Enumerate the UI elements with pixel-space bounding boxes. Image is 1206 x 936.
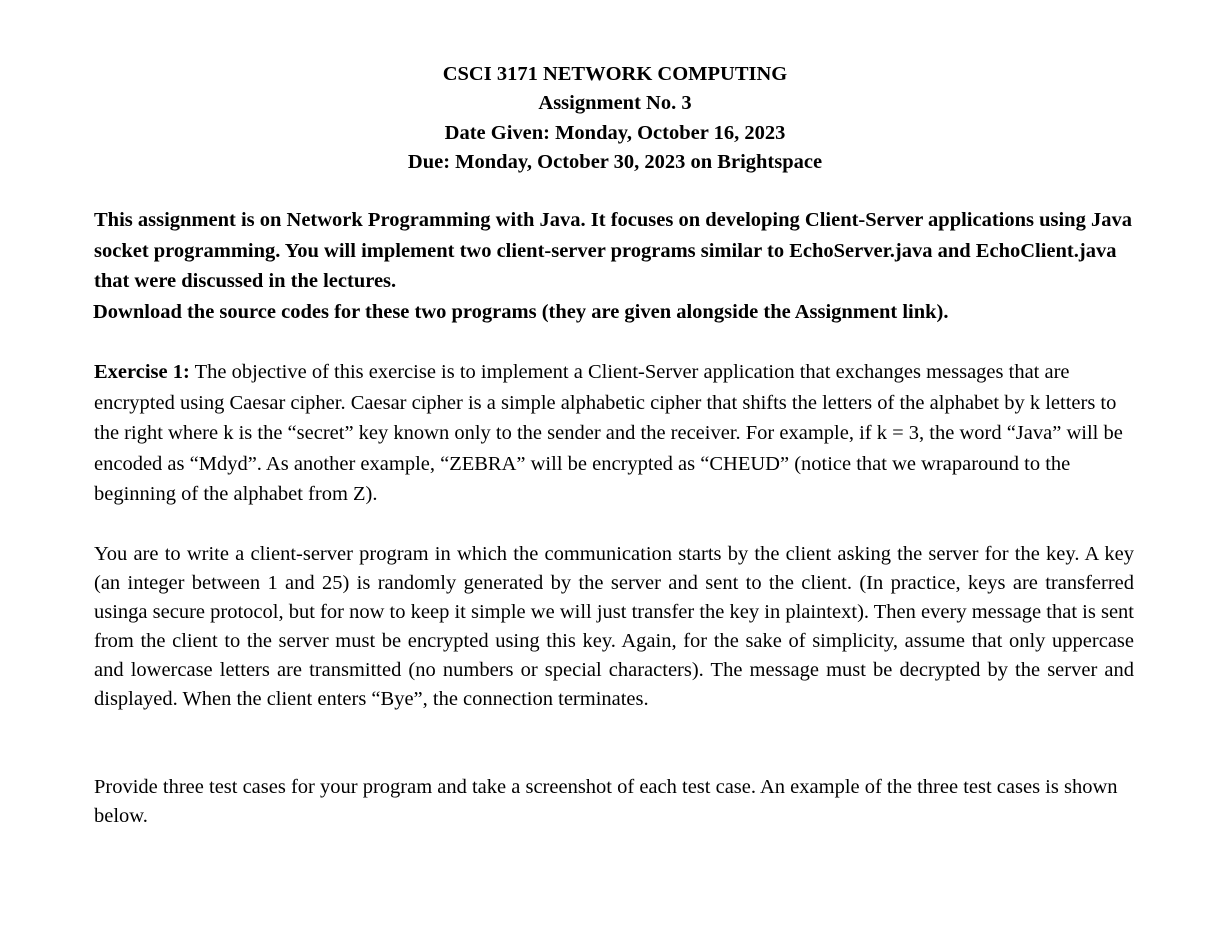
course-title: CSCI 3171 NETWORK COMPUTING (442, 63, 788, 85)
intro-paragraph: This assignment is on Network Programming with Java. It focuses on developing Client-Server applications using Java socket programming. You will implement two client-server programs similar to EchoServer.java and EchoClient.java that were discussed in the lectures. (94, 209, 1132, 292)
exercise-1-label: Exercise 1: (94, 361, 190, 383)
test-cases-paragraph: Provide three test cases for your program and take a screenshot of each test case. An example of the three test cases is shown below. (94, 776, 1118, 827)
intro-section (94, 205, 1134, 327)
exercise-1-text: The objective of this exercise is to implement a Client-Server application that exchanges messages that are encrypted using Caesar cipher. Caesar cipher is a simple alphabetic cipher that shifts the letters of the alphabet by k letters to the right where k is the “secret” key known only to the sender and the receiver. For example, if k = 3, the word “Java” will be encoded as “Mdyd”. As another example, “ZEBRA” will be encrypted as “CHEUD” (notice that we wraparound to the beginning of the alphabet from Z). (94, 361, 1123, 506)
exercise-1-paragraph (94, 357, 1134, 510)
due-date: Due: Monday, October 30, 2023 on Brightspace (407, 150, 823, 173)
document-header (0, 60, 1206, 177)
download-instructions: Download the source codes for these two programs (they are given alongside the Assignment link). (93, 300, 949, 323)
date-given: Date Given: Monday, October 16, 2023 (444, 121, 786, 144)
protocol-paragraph: You are to write a client-server program in which the communication starts by the client asking the server for the key. A key (an integer between 1 and 25) is randomly generated by the server and sent to the client. (In practice, keys are transferred usinga secure protocol, but for now to keep it simple we will just transfer the key in plaintext). Then every message that is sent from the client to the server must be encrypted using this key. Again, for the sake of simplicity, assume that only uppercase and lowercase letters are transmitted (no numbers or special characters). The message must be decrypted by the server and displayed. When the client enters “Bye”, the connection terminates. (94, 543, 1134, 710)
assignment-number: Assignment No. 3 (538, 92, 692, 115)
